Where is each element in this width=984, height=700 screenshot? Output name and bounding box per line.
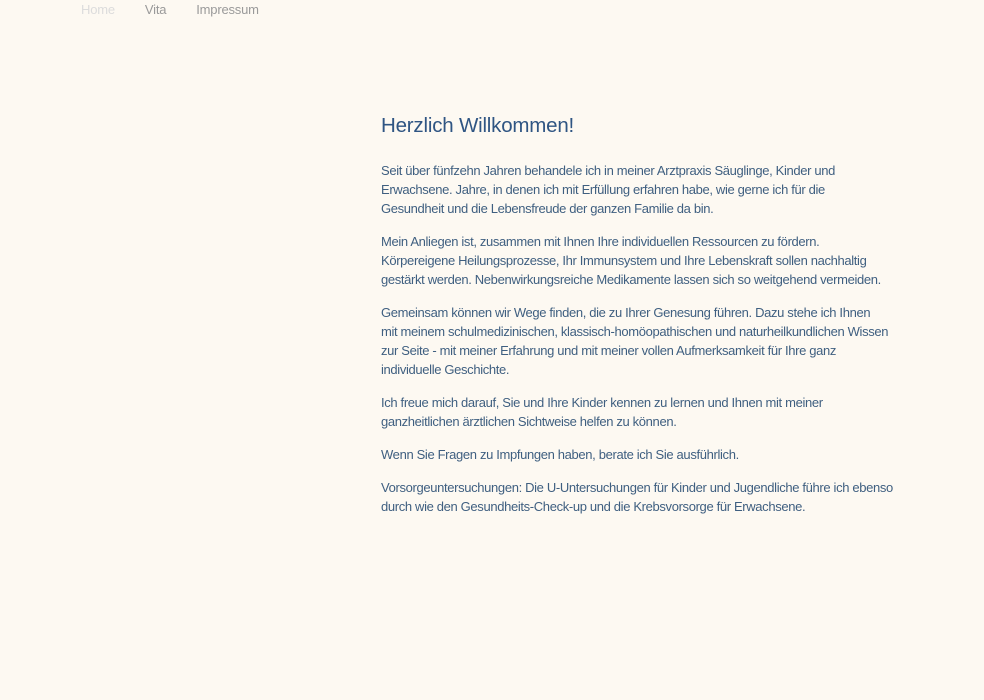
- page-title: Herzlich Willkommen!: [381, 114, 575, 137]
- text-line: Mein Anliegen ist, zusammen mit Ihnen Ihre individuellen Ressourcen zu fördern.: [381, 234, 820, 249]
- nav-vita[interactable]: Vita: [144, 2, 167, 17]
- paragraph: [381, 161, 941, 218]
- text-line: Körpereigene Heilungsprozesse, Ihr Immunsystem und Ihre Lebenskraft sollen nachhaltig: [381, 253, 867, 268]
- nav-impressum[interactable]: Impressum: [196, 2, 259, 17]
- welcome-section: [381, 114, 941, 530]
- text-line: individuelle Geschichte.: [381, 362, 510, 377]
- text-line: Gemeinsam können wir Wege finden, die zu Ihrer Genesung führen. Dazu stehe ich Ihnen: [381, 305, 871, 320]
- paragraph: [381, 232, 941, 289]
- text-line: Vorsorgeuntersuchungen: Die U-Untersuchungen für Kinder und Jugendliche führe ich ebenso: [381, 480, 893, 495]
- text-line: Gesundheit und die Lebensfreude der ganzen Familie da bin.: [381, 201, 714, 216]
- paragraph: [381, 393, 941, 431]
- text-line: durch wie den Gesundheits-Check-up und die Krebsvorsorge für Erwachsene.: [381, 499, 806, 514]
- paragraph: [381, 478, 941, 516]
- main-nav: [81, 2, 289, 17]
- welcome-text: [381, 161, 941, 516]
- paragraph: [381, 445, 941, 464]
- paragraph: [381, 303, 941, 379]
- text-line: Wenn Sie Fragen zu Impfungen haben, berate ich Sie ausführlich.: [381, 447, 739, 462]
- text-line: mit meinem schulmedizinischen, klassisch-homöopathischen und naturheilkundlichen Wissen: [381, 324, 889, 339]
- text-line: gestärkt werden. Nebenwirkungsreiche Medikamente lassen sich so weitgehend vermeiden.: [381, 272, 881, 287]
- text-line: Ich freue mich darauf, Sie und Ihre Kinder kennen zu lernen und Ihnen mit meiner: [381, 395, 823, 410]
- text-line: zur Seite - mit meiner Erfahrung und mit meiner vollen Aufmerksamkeit für Ihre ganz: [381, 343, 837, 358]
- text-line: Seit über fünfzehn Jahren behandele ich in meiner Arztpraxis Säuglinge, Kinder und: [381, 163, 836, 178]
- text-line: ganzheitlichen ärztlichen Sichtweise helfen zu können.: [381, 414, 677, 429]
- nav-home[interactable]: Home: [81, 2, 115, 17]
- text-line: Erwachsene. Jahre, in denen ich mit Erfüllung erfahren habe, wie gerne ich für die: [381, 182, 825, 197]
